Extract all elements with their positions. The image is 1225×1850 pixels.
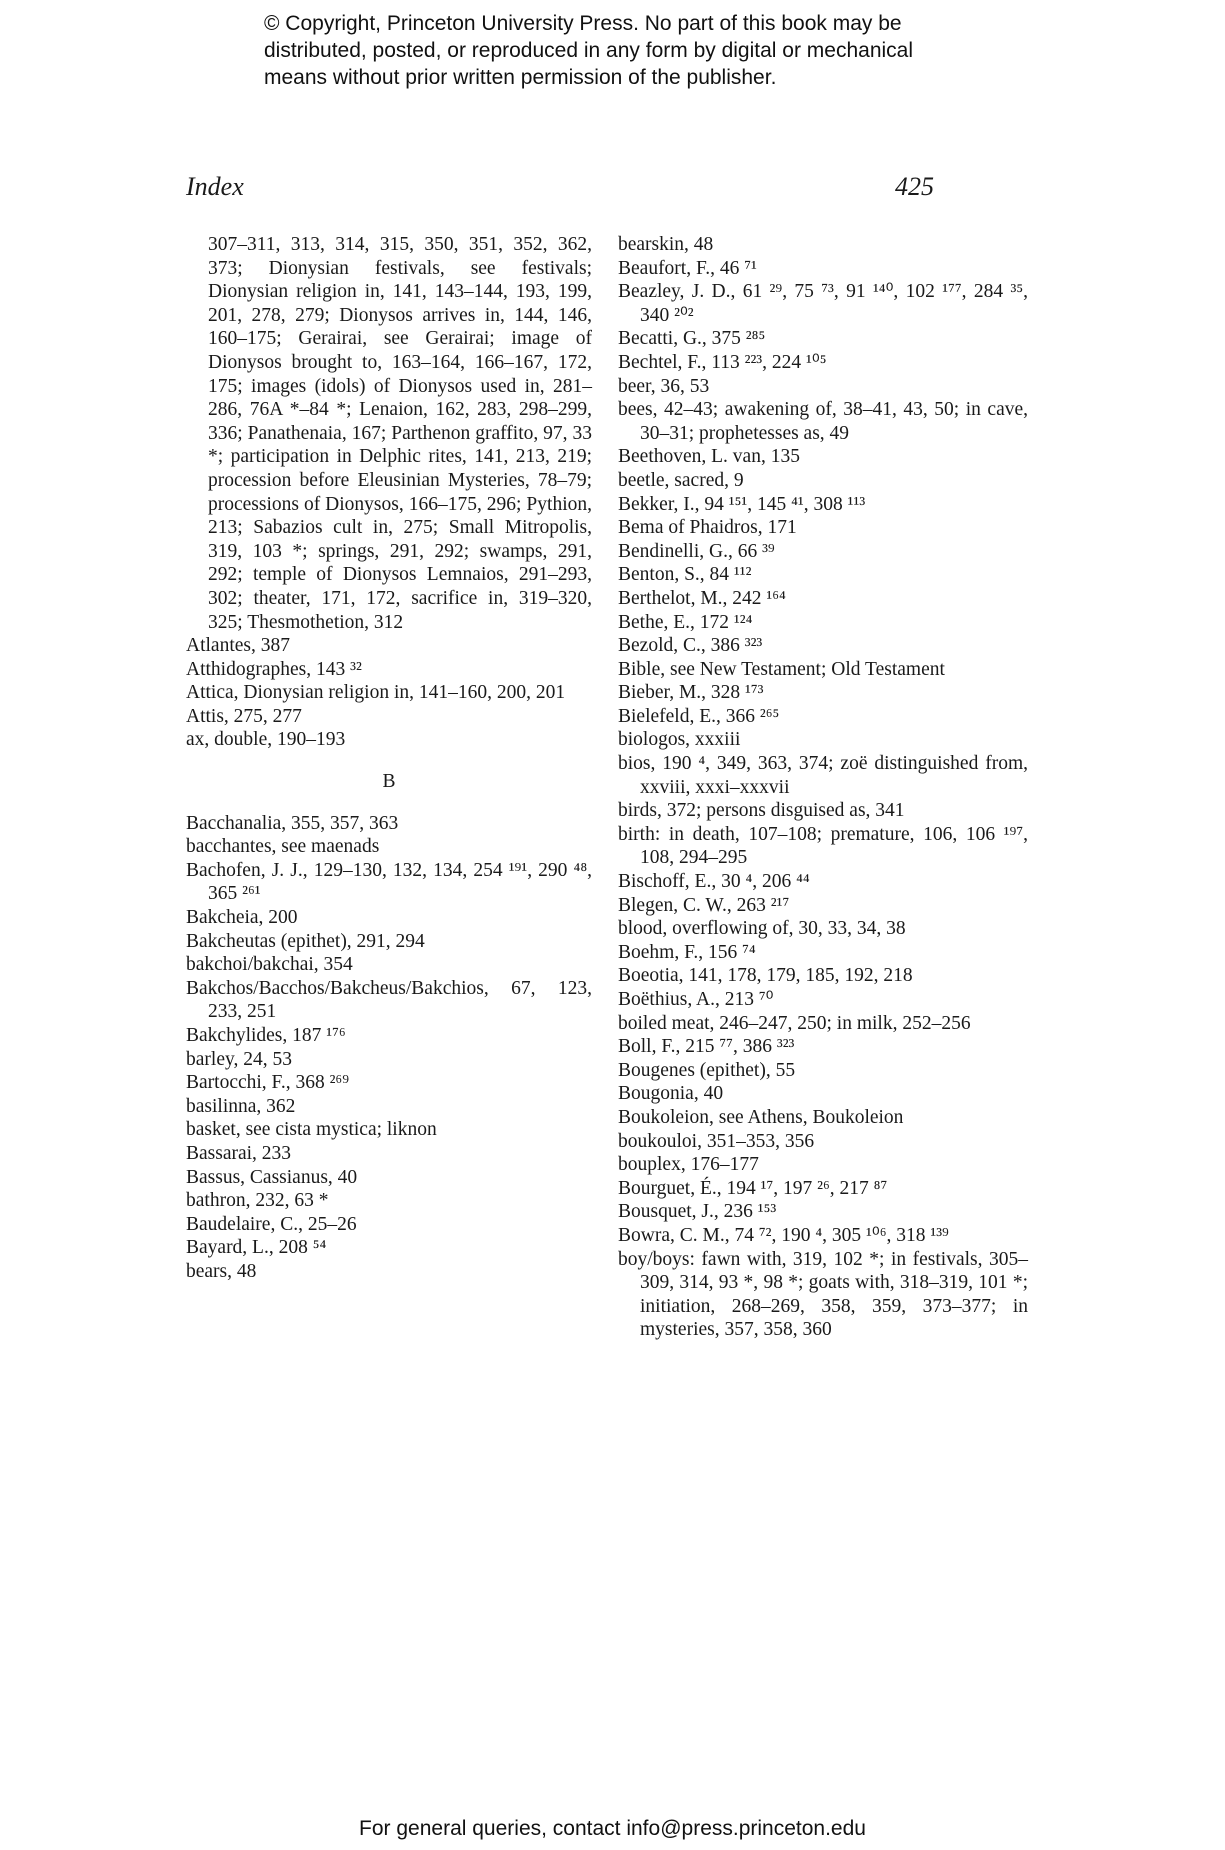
index-entries-b [186,812,592,1284]
index-entry: Becatti, G., 375 ²⁸⁵ [618,328,766,350]
index-entry: Boll, F., 215 ⁷⁷, 386 ³²³ [618,1036,795,1058]
running-head-title: Index [186,172,244,201]
index-entry: Bischoff, E., 30 ⁴, 206 ⁴⁴ [618,871,810,893]
index-entry: Atlantes, 387 [186,635,290,657]
index-entry: Bendinelli, G., 66 ³⁹ [618,540,775,562]
index-entry: Berthelot, M., 242 ¹⁶⁴ [618,587,786,609]
copyright-line: means without prior written permission of the publisher. [264,66,777,89]
index-entry: boy/boys: fawn with, 319, 102 *; in festivals, 305–309, 314, 93 *, 98 *; goats with, 318–319, 101 *; initiation, 268–269, 358, 359, 373–377; in mysteries, 357, 358, 360 [618,1248,1028,1341]
index-entry: Bougonia, 40 [618,1083,724,1105]
index-entry: Boëthius, A., 213 ⁷⁰ [618,989,774,1010]
index-entries-right [618,233,1028,1342]
index-entry: birds, 372; persons disguised as, 341 [618,800,905,822]
index-entry: Bema of Phaidros, 171 [618,517,797,539]
index-entry: Bible, see New Testament; Old Testament [618,658,945,680]
index-entry: Beethoven, L. van, 135 [618,446,800,468]
index-entry: Beazley, J. D., 61 ²⁹, 75 ⁷³, 91 ¹⁴⁰, 102 ¹⁷⁷, 284 ³⁵, 340 ²⁰² [618,281,1028,326]
index-entry: Boukoleion, see Athens, Boukoleion [618,1106,904,1128]
index-entry: Attica, Dionysian religion in, 141–160, 200, 201 [186,682,566,704]
index-entry: Boeotia, 141, 178, 179, 185, 192, 218 [618,965,913,987]
index-entry: bouplex, 176–177 [618,1154,759,1176]
index-entry: Attis, 275, 277 [186,705,302,727]
index-entry: Bechtel, F., 113 ²²³, 224 ¹⁰⁵ [618,351,827,373]
index-entry: Bakcheia, 200 [186,907,298,929]
index-entry: bearskin, 48 [618,234,714,255]
index-entry: Bezold, C., 386 ³²³ [618,635,763,657]
index-entry: Bethe, E., 172 ¹²⁴ [618,611,753,633]
index-entry: beetle, sacred, 9 [618,469,744,491]
index-entry: biologos, xxxiii [618,729,741,751]
index-entry: bios, 190 ⁴, 349, 363, 374; zoë distinguished from, xxviii, xxxi–xxxvii [618,753,1028,798]
index-entries-a [186,634,592,752]
index-entry: Baudelaire, C., 25–26 [186,1213,357,1235]
index-entry: Bekker, I., 94 ¹⁵¹, 145 ⁴¹, 308 ¹¹³ [618,493,866,515]
index-entry: Bassus, Cassianus, 40 [186,1166,358,1188]
index-entry: boukouloi, 351–353, 356 [618,1130,815,1152]
index-entry: Blegen, C. W., 263 ²¹⁷ [618,894,790,916]
index-entry: boiled meat, 246–247, 250; in milk, 252–256 [618,1012,971,1034]
index-entry: bathron, 232, 63 * [186,1190,329,1212]
section-letter-b: B [382,771,396,793]
index-column-left [186,233,592,1284]
index-entry: Bakchylides, 187 ¹⁷⁶ [186,1025,346,1046]
index-entry: Boehm, F., 156 ⁷⁴ [618,941,756,963]
index-entry: Bassarai, 233 [186,1142,292,1164]
page-number: 425 [895,172,934,201]
index-entry: birth: in death, 107–108; premature, 106, 106 ¹⁹⁷, 108, 294–295 [618,823,1028,869]
index-entry: Beaufort, F., 46 ⁷¹ [618,257,757,279]
index-entry: Bayard, L., 208 ⁵⁴ [186,1237,327,1259]
index-column-right [618,233,1028,1342]
index-entry: ax, double, 190–193 [186,729,346,751]
copyright-line: distributed, posted, or reproduced in any form by digital or mechanical [264,39,914,62]
index-entry: blood, overflowing of, 30, 33, 34, 38 [618,918,906,940]
index-entry: bears, 48 [186,1260,257,1282]
index-entry-continuation: 307–311, 313, 314, 315, 350, 351, 352, 362, 373; Dionysian festivals, see festivals; Dionysian religion in, 141, 143–144, 193, 199, 201, 278, 279; Dionysos arrives in, 144, 146, 160–175; Gerairai, see Gerairai; image of Dionysos brought to, 163–164, 166–167, 172, 175; images (idols) of Dionysos used in, 281–286, 76A *–84 *; Lenaion, 162, 283, 298–299, 336; Panathenaia, 167; Parthenon graffito, 97, 33 *; participation in Delphic rites, 141, 213, 219; procession before Eleusinian Mysteries, 78–79; processions of Dionysos, 166–175, 296; Pythion, 213; Sabazios cult in, 275; Small Mitropolis, 319, 103 *; springs, 291, 292; swamps, 291, 292; temple of Dionysos Lemnaios, 291–293, 302; theater, 171, 172, sacrifice in, 319–320, 325; Thesmothetion, 312 [208,234,592,633]
copyright-line: © Copyright, Princeton University Press. No part of this book may be [264,12,902,35]
copyright-notice [264,10,1024,91]
index-entry: Bowra, C. M., 74 ⁷², 190 ⁴, 305 ¹⁰⁶, 318 ¹³⁹ [618,1224,949,1246]
index-entry: basilinna, 362 [186,1095,296,1117]
index-entry: Benton, S., 84 ¹¹² [618,564,752,586]
index-entry: bakchoi/bakchai, 354 [186,954,353,976]
index-entry: Bieber, M., 328 ¹⁷³ [618,682,764,704]
index-entry: Bakchos/Bacchos/Bakcheus/Bakchios, 67, 123, 233, 251 [186,977,592,1023]
index-entry: bees, 42–43; awakening of, 38–41, 43, 50; in cave, 30–31; prophetesses as, 49 [618,399,1028,444]
index-entry: bacchantes, see maenads [186,836,380,858]
index-entry: Bielefeld, E., 366 ²⁶⁵ [618,705,780,727]
footer-contact: For general queries, contact info@press.princeton.edu [359,1817,866,1840]
index-entry: Atthidographes, 143 ³² [186,658,362,680]
index-entry: Bakcheutas (epithet), 291, 294 [186,930,425,952]
index-entry: Bacchanalia, 355, 357, 363 [186,812,399,834]
index-entry: beer, 36, 53 [618,375,710,397]
index-entry: barley, 24, 53 [186,1048,292,1070]
index-entry: Bartocchi, F., 368 ²⁶⁹ [186,1072,350,1094]
index-entry: Bougenes (epithet), 55 [618,1059,796,1081]
index-entry: basket, see cista mystica; liknon [186,1119,437,1141]
index-entry: Bousquet, J., 236 ¹⁵³ [618,1201,777,1223]
index-entry: Bourguet, É., 194 ¹⁷, 197 ²⁶, 217 ⁸⁷ [618,1177,888,1199]
index-entry: Bachofen, J. J., 129–130, 132, 134, 254 ¹⁹¹, 290 ⁴⁸, 365 ²⁶¹ [186,859,592,905]
